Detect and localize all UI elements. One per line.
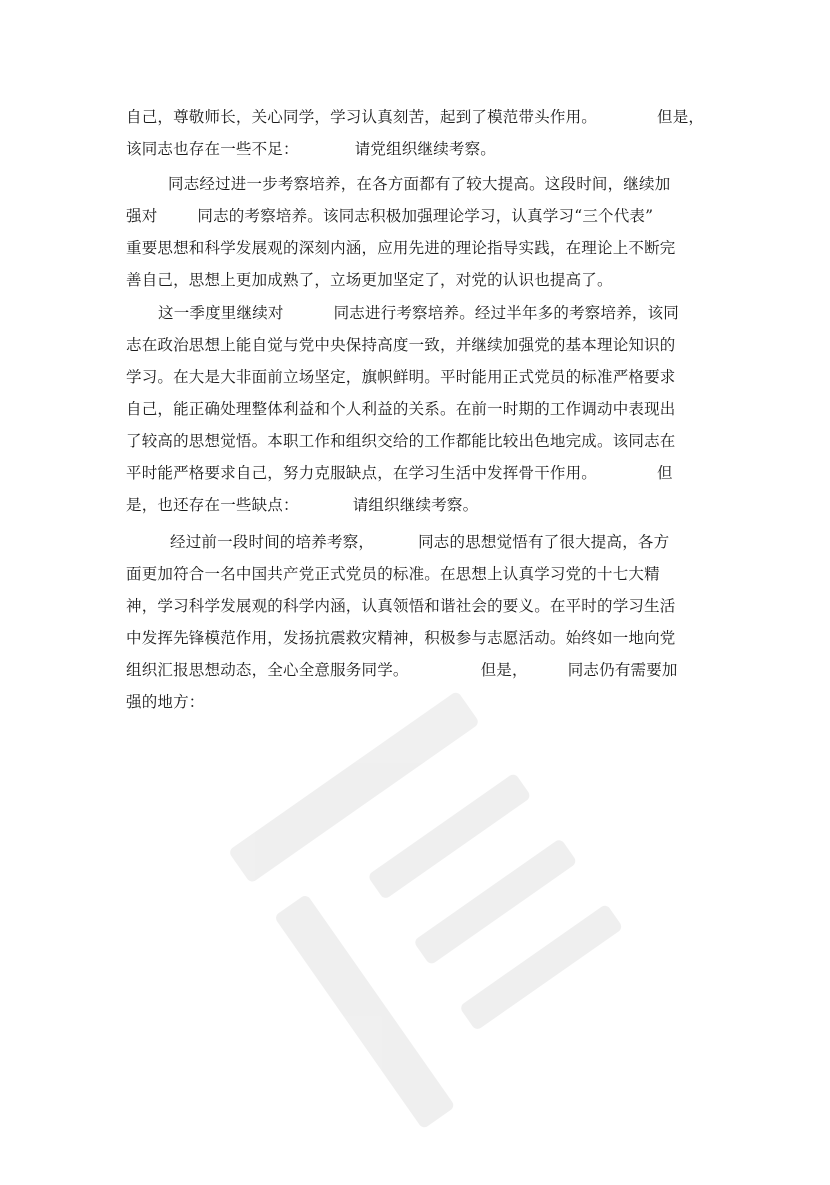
text-line: 神，学习科学发展观的科学内涵，认真领悟和谐社会的要义。在平时的学习生活 bbox=[126, 597, 676, 615]
text-line: 强的地方： bbox=[126, 693, 205, 711]
text-line: 经过前一段时间的培养考察， 同志的思想觉悟有了很大提高，各方 bbox=[170, 533, 670, 551]
text-line: 同志经过进一步考察培养，在各方面都有了较大提高。这段时间，继续加 bbox=[168, 175, 671, 193]
text-line: 善自己，思想上更加成熟了，立场更加坚定了，对党的认识也提高了。 bbox=[126, 271, 613, 289]
text-line: 强对 同志的考察培养。该同志积极加强理论学习，认真学习“三个代表” bbox=[126, 207, 654, 225]
text-line: 该同志也存在一些不足： 请党组织继续考察。 bbox=[126, 140, 497, 158]
text-line: 志在政治思想上能自觉与党中央保持高度一致，并继续加强党的基本理论知识的 bbox=[126, 336, 676, 354]
text-line: 自己，尊敬师长，关心同学，学习认真刻苦，起到了模范带头作用。 但是， bbox=[126, 108, 705, 126]
text-line: 学习。在大是大非面前立场坚定，旗帜鲜明。平时能用正式党员的标准严格要求 bbox=[126, 368, 676, 386]
text-line: 这一季度里继续对 同志进行考察培养。经过半年多的考察培养，该同 bbox=[158, 304, 680, 322]
text-line: 自己，能正确处理整体利益和个人利益的关系。在前一时期的工作调动中表现出 bbox=[126, 400, 676, 418]
text-line: 了较高的思想觉悟。本职工作和组织交给的工作都能比较出色地完成。该同志在 bbox=[126, 432, 676, 450]
watermark-logo bbox=[172, 635, 708, 1185]
text-line: 平时能严格要求自己，努力克服缺点，在学习生活中发挥骨干作用。 但 bbox=[126, 464, 673, 482]
text-line: 中发挥先锋模范作用，发扬抗震救灾精神，积极参与志愿活动。始终如一地向党 bbox=[126, 629, 676, 647]
text-line: 组织汇报思想动态，全心全意服务同学。 但是， 同志仍有需要加 bbox=[126, 661, 678, 679]
text-line: 面更加符合一名中国共产党正式党员的标准。在思想上认真学习党的十七大精 bbox=[126, 565, 660, 583]
text-line: 重要思想和科学发展观的深刻内涵，应用先进的理论指导实践，在理论上不断完 bbox=[126, 239, 676, 257]
text-line: 是，也还存在一些缺点： 请组织继续考察。 bbox=[126, 496, 479, 514]
